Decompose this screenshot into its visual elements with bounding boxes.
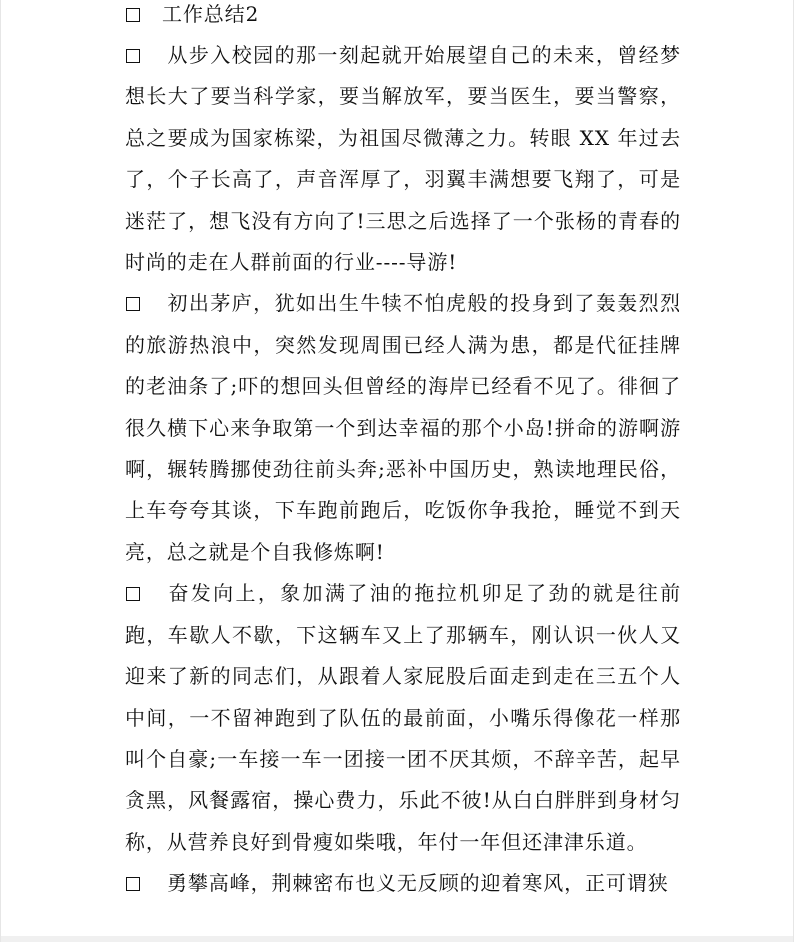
bullet-box-icon bbox=[126, 587, 140, 601]
paragraph bbox=[125, 35, 681, 283]
document-body bbox=[125, 0, 681, 905]
bullet-box-icon bbox=[126, 877, 140, 891]
bullet-box-icon bbox=[126, 297, 140, 311]
paragraph-text: 奋发向上，象加满了油的拖拉机卯足了劲的就是往前跑，车歇人不歇，下这辆车又上了那辆车，刚认识一伙人又迎来了新的同志们，从跟着人家屁股后面走到走在三五个人中间，一不留神跑到了队伍的最前面，小嘴乐得像花一样那叫个自豪;一车接一车一团接一团不厌其烦，不辞辛苦，起早贪黑，风餐露宿，操心费力，乐此不彼!从白白胖胖到身材匀称，从营养良好到骨瘦如柴哦，年付一年但还津津乐道。 bbox=[125, 581, 681, 854]
paragraph bbox=[125, 283, 681, 573]
paragraph-text: 勇攀高峰，荆棘密布也义无反顾的迎着寒风，正可谓狭 bbox=[167, 871, 669, 896]
bullet-box-icon bbox=[126, 49, 140, 63]
bullet-box-icon bbox=[126, 8, 140, 22]
paragraph bbox=[125, 863, 681, 904]
title-text: 工作总结2 bbox=[162, 2, 260, 26]
document-title bbox=[125, 0, 681, 35]
page-bottom-edge bbox=[1, 936, 793, 942]
paragraph-text: 从步入校园的那一刻起就开始展望自己的未来，曾经梦想长大了要当科学家，要当解放军，要当医生，要当警察，总之要成为国家栋梁，为祖国尽微薄之力。转眼 XX 年过去了，个子长高了，声音浑厚了，羽翼丰满想要飞翔了，可是迷茫了，想飞没有方向了!三思之后选择了一个张杨的青春的时尚的走在人群前面的行业----导游! bbox=[125, 43, 681, 275]
paragraph-text: 初出茅庐，犹如出生牛犊不怕虎般的投身到了轰轰烈烈的旅游热浪中，突然发现周围已经人满为患，都是代征挂牌的老油条了;吓的想回头但曾经的海岸已经看不见了。徘徊了很久横下心来争取第一个到达幸福的那个小岛!拼命的游啊游啊，辗转腾挪使劲往前头奔;恶补中国历史，熟读地理民俗，上车夸夸其谈，下车跑前跑后，吃饭你争我抢，睡觉不到天亮，总之就是个自我修炼啊! bbox=[125, 291, 681, 564]
paragraph bbox=[125, 573, 681, 863]
